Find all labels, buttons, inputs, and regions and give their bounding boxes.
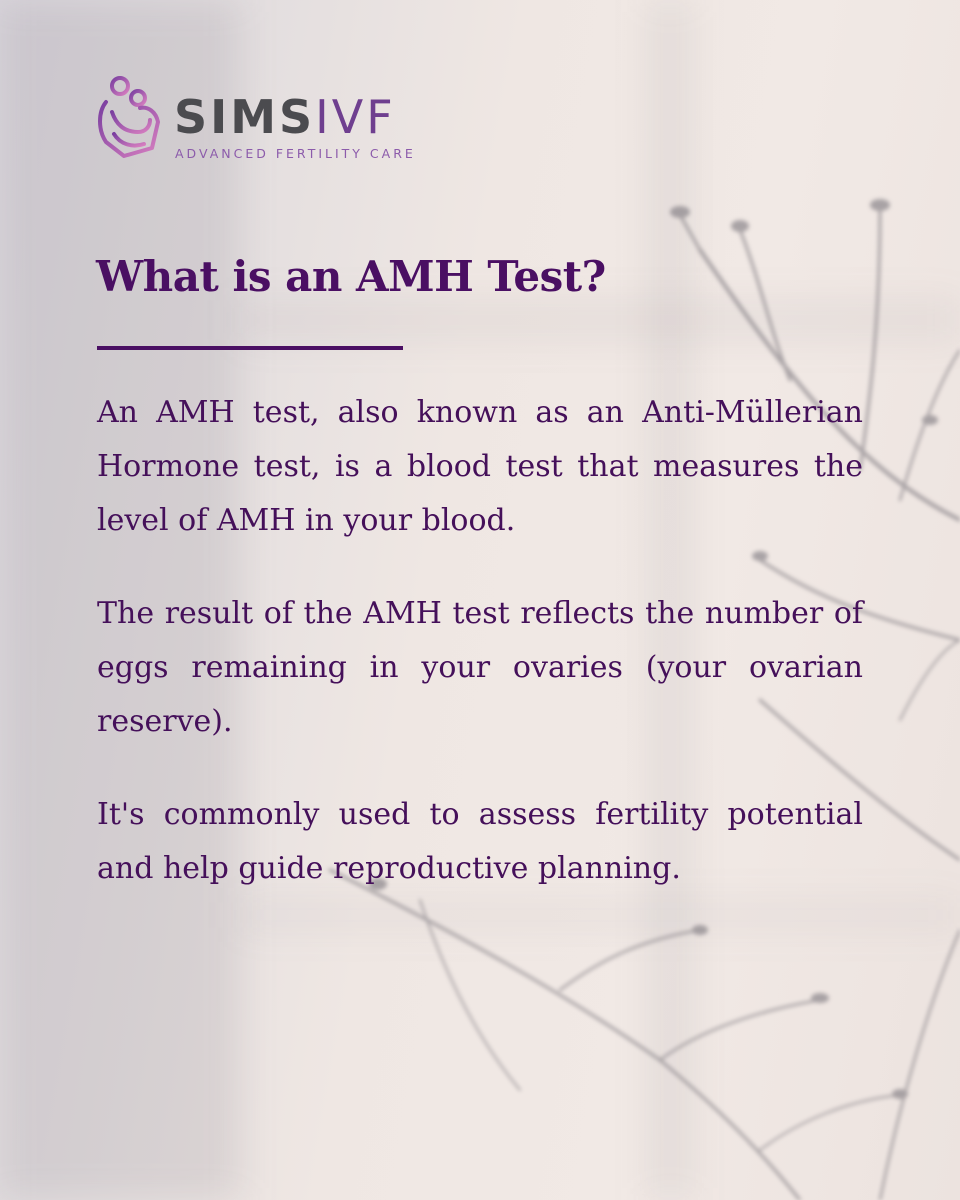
brand-logo: [94, 72, 414, 172]
brand-tagline: ADVANCED FERTILITY CARE: [175, 146, 416, 161]
paragraph-result: The result of the AMH test reflects the number of eggs remaining in your ovaries (your ovarian reserve).: [97, 596, 863, 739]
title-divider: [97, 346, 403, 350]
brand-name: [174, 90, 396, 144]
family-embrace-logo-icon: [94, 72, 164, 164]
paragraph-usage: It's commonly used to assess fertility potential and help guide reproductive planning.: [97, 797, 863, 886]
brand-name-ivf: IVF: [315, 90, 396, 144]
page-title: What is an AMH Test?: [96, 252, 606, 301]
brand-name-sims: SIMS: [174, 90, 316, 144]
paragraph-definition: An AMH test, also known as an Anti-Müllerian Hormone test, is a blood test that measures the level of AMH in your blood.: [97, 395, 863, 538]
